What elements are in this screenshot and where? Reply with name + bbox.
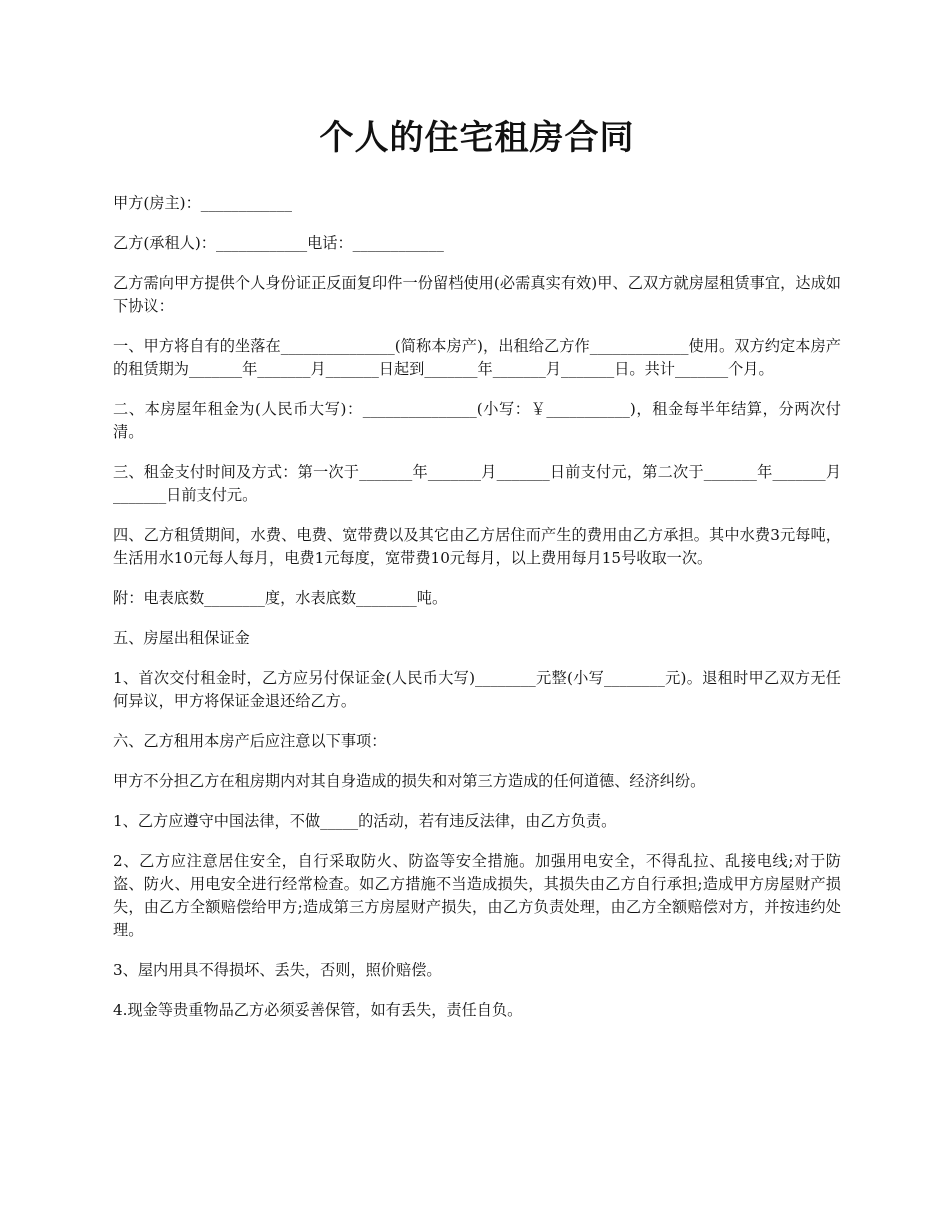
- document-title: 个人的住宅租房合同: [319, 118, 635, 158]
- document-body: [113, 110, 841, 1039]
- clause-6-1-law: 1、乙方应遵守中国法律，不做_____的活动，若有违反法律，由乙方负责。: [113, 812, 617, 830]
- liability-disclaimer: 甲方不分担乙方在租房期内对其自身造成的损失和对第三方造成的任何道德、经济纠纷。: [113, 772, 706, 790]
- clause-6-3-furnishings: 3、屋内用具不得损坏、丢失，否则，照价赔偿。: [113, 961, 442, 979]
- clause-2-annual-rent: 二、本房屋年租金为(人民币大写)：_______________(小写：￥___________)，租金每半年结算，分两次付清。: [113, 400, 841, 441]
- preamble-paragraph: 乙方需向甲方提供个人身份证正反面复印件一份留档使用(必需真实有效)甲、乙双方就房屋租赁事宜，达成如下协议：: [113, 274, 841, 315]
- clause-6-4-valuables: 4.现金等贵重物品乙方必须妥善保管，如有丢失，责任自负。: [113, 1001, 523, 1019]
- clause-4-utility-fees: 四、乙方租赁期间，水费、电费、宽带费以及其它由乙方居住而产生的费用由乙方承担。其中水费3元每吨，生活用水10元每人每月，电费1元每度，宽带费10元每月，以上费用每月15号收取一次。: [113, 526, 841, 567]
- clause-6-notes-heading: 六、乙方租用本房产后应注意以下事项：: [113, 732, 387, 750]
- party-a-line: 甲方(房主)：____________: [113, 194, 292, 212]
- clause-1-lease-term: 一、甲方将自有的坐落在_______________(简称本房产)，出租给乙方作_____________使用。双方约定本房产的租赁期为_______年_______月_______日起到_______年_______月_______日。共计_______个月。: [113, 337, 841, 378]
- clause-6-2-safety: 2、乙方应注意居住安全，自行采取防火、防盗等安全措施。加强用电安全，不得乱拉、乱接电线;对于防盗、防火、用电安全进行经常检查。如乙方措施不当造成损失，其损失由乙方自行承担;造成甲方房屋财产损失，由乙方全额赔偿给甲方;造成第三方房屋财产损失，由乙方负责处理，由乙方全额赔偿对方，并按违约处理。: [113, 852, 841, 939]
- clause-5-deposit-heading: 五、房屋出租保证金: [113, 629, 250, 647]
- party-b-line: 乙方(承租人)：____________电话：____________: [113, 234, 444, 252]
- clause-5-1-deposit: 1、首次交付租金时，乙方应另付保证金(人民币大写)________元整(小写________元)。退租时甲乙双方无任何异议，甲方将保证金退还给乙方。: [113, 669, 841, 710]
- clause-3-payment-schedule: 三、租金支付时间及方式：第一次于_______年_______月_______日前支付元，第二次于_______年_______月_______日前支付元。: [113, 463, 842, 504]
- meter-readings-note: 附：电表底数________度，水表底数________吨。: [113, 589, 448, 607]
